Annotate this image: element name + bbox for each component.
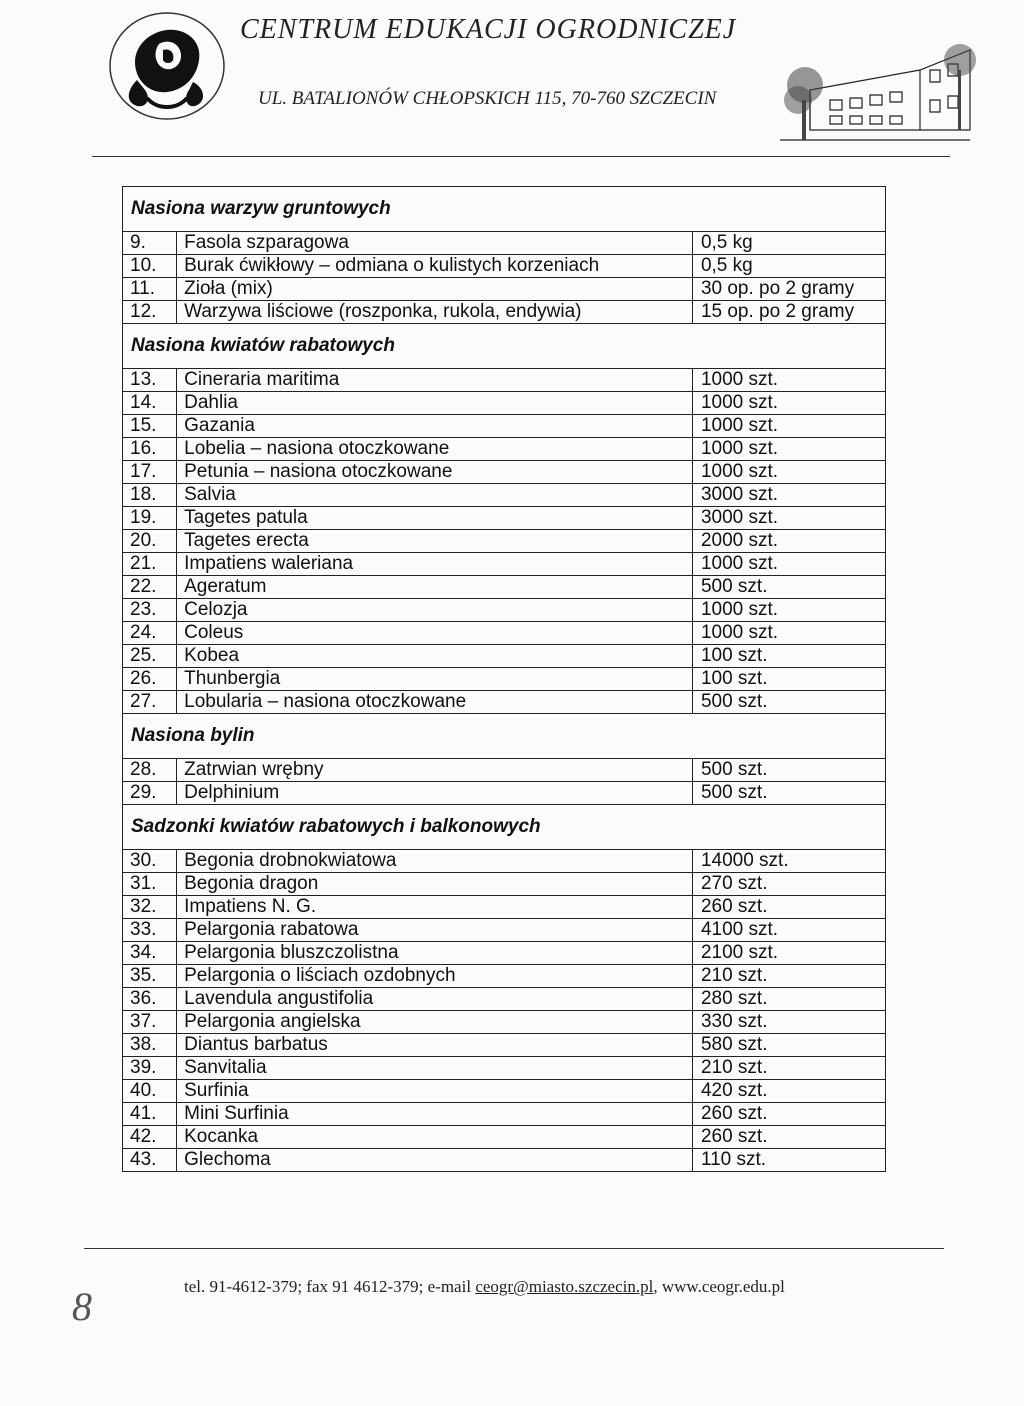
item-name: Petunia – nasiona otoczkowane <box>177 461 693 484</box>
item-name: Pelargonia rabatowa <box>177 919 693 942</box>
item-quantity: 14000 szt. <box>692 850 885 873</box>
item-quantity: 330 szt. <box>692 1011 885 1034</box>
item-number: 37. <box>123 1011 177 1034</box>
table-row <box>123 599 886 622</box>
item-name: Pelargonia bluszczolistna <box>177 942 693 965</box>
item-name: Zioła (mix) <box>177 278 693 301</box>
handwritten-page-mark: 8 <box>72 1284 92 1329</box>
item-name: Begonia dragon <box>177 873 693 896</box>
table-row <box>123 942 886 965</box>
item-name: Pelargonia o liściach ozdobnych <box>177 965 693 988</box>
item-name: Thunbergia <box>177 668 693 691</box>
item-quantity: 100 szt. <box>692 668 885 691</box>
section-title: Nasiona warzyw gruntowych <box>123 187 886 232</box>
table-row <box>123 278 886 301</box>
rose-logo-icon <box>107 10 227 122</box>
header-divider <box>92 156 950 157</box>
item-number: 31. <box>123 873 177 896</box>
item-number: 18. <box>123 484 177 507</box>
item-number: 17. <box>123 461 177 484</box>
item-number: 28. <box>123 759 177 782</box>
item-number: 10. <box>123 255 177 278</box>
item-number: 24. <box>123 622 177 645</box>
item-name: Impatiens N. G. <box>177 896 693 919</box>
item-number: 19. <box>123 507 177 530</box>
item-name: Delphinium <box>177 782 693 805</box>
item-number: 30. <box>123 850 177 873</box>
section-title: Nasiona bylin <box>123 714 886 759</box>
item-quantity: 500 szt. <box>692 691 885 714</box>
item-name: Lobelia – nasiona otoczkowane <box>177 438 693 461</box>
table-row <box>123 438 886 461</box>
table-row <box>123 896 886 919</box>
item-name: Salvia <box>177 484 693 507</box>
item-quantity: 1000 szt. <box>692 461 885 484</box>
table-row <box>123 988 886 1011</box>
section-header-row <box>123 187 886 232</box>
item-quantity: 260 szt. <box>692 1103 885 1126</box>
footer-divider <box>84 1248 944 1249</box>
item-name: Kocanka <box>177 1126 693 1149</box>
table-row <box>123 965 886 988</box>
table-row <box>123 759 886 782</box>
table-row <box>123 530 886 553</box>
table-row <box>123 1080 886 1103</box>
table-row <box>123 850 886 873</box>
item-quantity: 1000 szt. <box>692 392 885 415</box>
item-number: 12. <box>123 301 177 324</box>
item-quantity: 1000 szt. <box>692 622 885 645</box>
item-number: 11. <box>123 278 177 301</box>
item-quantity: 1000 szt. <box>692 438 885 461</box>
item-quantity: 100 szt. <box>692 645 885 668</box>
item-quantity: 15 op. po 2 gramy <box>692 301 885 324</box>
item-name: Lobularia – nasiona otoczkowane <box>177 691 693 714</box>
item-quantity: 420 szt. <box>692 1080 885 1103</box>
item-name: Mini Surfinia <box>177 1103 693 1126</box>
item-quantity: 1000 szt. <box>692 599 885 622</box>
table-row <box>123 255 886 278</box>
item-quantity: 260 szt. <box>692 1126 885 1149</box>
item-number: 14. <box>123 392 177 415</box>
table-row <box>123 415 886 438</box>
item-quantity: 1000 szt. <box>692 415 885 438</box>
table-row <box>123 507 886 530</box>
item-name: Coleus <box>177 622 693 645</box>
item-number: 26. <box>123 668 177 691</box>
item-name: Begonia drobnokwiatowa <box>177 850 693 873</box>
item-quantity: 500 szt. <box>692 782 885 805</box>
item-number: 23. <box>123 599 177 622</box>
item-name: Lavendula angustifolia <box>177 988 693 1011</box>
table-row <box>123 461 886 484</box>
table-row <box>123 691 886 714</box>
item-quantity: 1000 szt. <box>692 369 885 392</box>
item-quantity: 2000 szt. <box>692 530 885 553</box>
table-row <box>123 1103 886 1126</box>
item-name: Tagetes patula <box>177 507 693 530</box>
table-row <box>123 1149 886 1172</box>
item-number: 20. <box>123 530 177 553</box>
item-number: 35. <box>123 965 177 988</box>
item-number: 39. <box>123 1057 177 1080</box>
table-row <box>123 645 886 668</box>
item-quantity: 4100 szt. <box>692 919 885 942</box>
item-number: 22. <box>123 576 177 599</box>
item-name: Ageratum <box>177 576 693 599</box>
school-building-icon <box>770 30 980 150</box>
item-number: 42. <box>123 1126 177 1149</box>
item-quantity: 500 szt. <box>692 759 885 782</box>
table-row <box>123 919 886 942</box>
item-name: Burak ćwikłowy – odmiana o kulistych korzeniach <box>177 255 693 278</box>
item-number: 36. <box>123 988 177 1011</box>
item-name: Cineraria maritima <box>177 369 693 392</box>
table-row <box>123 369 886 392</box>
table-row <box>123 232 886 255</box>
footer-contact <box>184 1277 785 1297</box>
item-quantity: 1000 szt. <box>692 553 885 576</box>
item-name: Sanvitalia <box>177 1057 693 1080</box>
table-row <box>123 782 886 805</box>
item-number: 25. <box>123 645 177 668</box>
organization-name: CENTRUM EDUKACJI OGRODNICZEJ <box>240 14 737 45</box>
item-number: 27. <box>123 691 177 714</box>
item-quantity: 270 szt. <box>692 873 885 896</box>
item-number: 21. <box>123 553 177 576</box>
item-quantity: 210 szt. <box>692 1057 885 1080</box>
item-name: Impatiens waleriana <box>177 553 693 576</box>
item-quantity: 280 szt. <box>692 988 885 1011</box>
table-row <box>123 1057 886 1080</box>
section-header-row <box>123 805 886 850</box>
item-quantity: 110 szt. <box>692 1149 885 1172</box>
footer-contact-text: tel. 91-4612-379; fax 91 4612-379; e-mail <box>184 1277 476 1296</box>
item-quantity: 210 szt. <box>692 965 885 988</box>
table-row <box>123 873 886 896</box>
item-quantity: 30 op. po 2 gramy <box>692 278 885 301</box>
item-number: 15. <box>123 415 177 438</box>
item-name: Dahlia <box>177 392 693 415</box>
item-name: Fasola szparagowa <box>177 232 693 255</box>
item-number: 40. <box>123 1080 177 1103</box>
table-row <box>123 301 886 324</box>
table-row <box>123 576 886 599</box>
section-title: Sadzonki kwiatów rabatowych i balkonowych <box>123 805 886 850</box>
table-row <box>123 1011 886 1034</box>
table-row <box>123 392 886 415</box>
item-quantity: 500 szt. <box>692 576 885 599</box>
item-name: Warzywa liściowe (roszponka, rukola, endywia) <box>177 301 693 324</box>
section-header-row <box>123 324 886 369</box>
item-name: Kobea <box>177 645 693 668</box>
organization-address: UL. BATALIONÓW CHŁOPSKICH 115, 70-760 SZCZECIN <box>258 88 717 109</box>
order-table <box>122 186 886 1172</box>
item-quantity: 580 szt. <box>692 1034 885 1057</box>
item-name: Zatrwian wrębny <box>177 759 693 782</box>
item-number: 41. <box>123 1103 177 1126</box>
item-number: 38. <box>123 1034 177 1057</box>
item-name: Gazania <box>177 415 693 438</box>
table-row <box>123 668 886 691</box>
item-quantity: 0,5 kg <box>692 255 885 278</box>
table-row <box>123 553 886 576</box>
item-name: Surfinia <box>177 1080 693 1103</box>
table-row <box>123 484 886 507</box>
table-row <box>123 1034 886 1057</box>
item-name: Pelargonia angielska <box>177 1011 693 1034</box>
item-quantity: 3000 szt. <box>692 507 885 530</box>
item-name: Celozja <box>177 599 693 622</box>
table-row <box>123 622 886 645</box>
item-number: 34. <box>123 942 177 965</box>
item-number: 43. <box>123 1149 177 1172</box>
item-quantity: 3000 szt. <box>692 484 885 507</box>
item-quantity: 2100 szt. <box>692 942 885 965</box>
section-header-row <box>123 714 886 759</box>
item-quantity: 0,5 kg <box>692 232 885 255</box>
item-name: Glechoma <box>177 1149 693 1172</box>
item-number: 16. <box>123 438 177 461</box>
item-number: 9. <box>123 232 177 255</box>
item-number: 13. <box>123 369 177 392</box>
item-number: 32. <box>123 896 177 919</box>
item-name: Tagetes erecta <box>177 530 693 553</box>
item-number: 33. <box>123 919 177 942</box>
footer-website-text: , www.ceogr.edu.pl <box>653 1277 785 1296</box>
item-number: 29. <box>123 782 177 805</box>
item-name: Diantus barbatus <box>177 1034 693 1057</box>
section-title: Nasiona kwiatów rabatowych <box>123 324 886 369</box>
table-row <box>123 1126 886 1149</box>
footer-email-link[interactable]: ceogr@miasto.szczecin.pl <box>475 1277 654 1296</box>
item-quantity: 260 szt. <box>692 896 885 919</box>
